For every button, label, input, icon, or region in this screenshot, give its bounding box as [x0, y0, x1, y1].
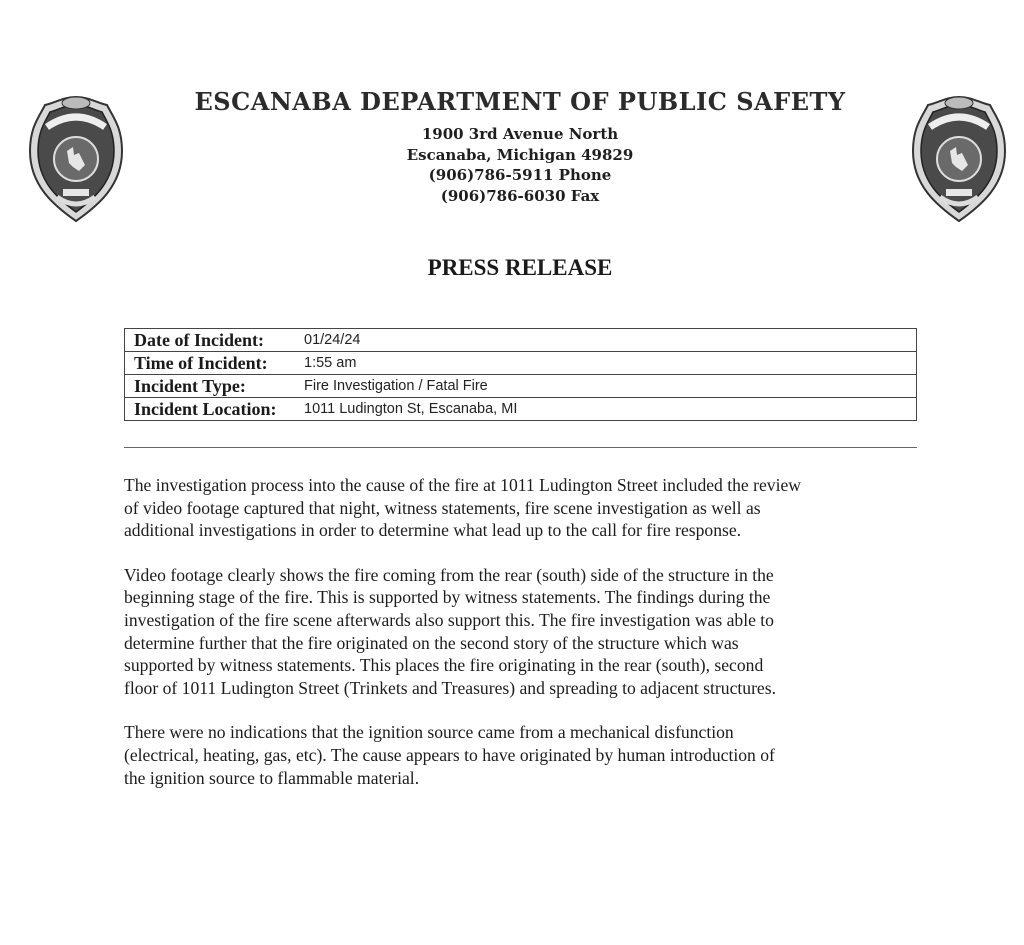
phone-number: (906)786-5911 Phone: [428, 166, 612, 184]
letterhead: [150, 86, 890, 206]
text-line: determine further that the fire originated on the second story of the structure which was: [124, 632, 739, 653]
text-line: beginning stage of the fire. This is supported by witness statements. The findings during the: [124, 587, 771, 608]
paragraph-ignition-source: [124, 721, 904, 789]
police-badge-icon: [27, 93, 125, 225]
incident-date-label: Date of Incident:: [125, 329, 295, 352]
text-line: supported by witness statements. This places the fire originating in the rear (south), second: [124, 655, 764, 676]
text-line: (electrical, heating, gas, etc). The cause appears to have originated by human introduction of: [124, 744, 775, 765]
incident-location-label: Incident Location:: [125, 398, 295, 421]
paragraph-investigation-process: [124, 474, 904, 542]
table-row: [125, 352, 917, 375]
divider: [124, 447, 917, 448]
text-line: Video footage clearly shows the fire coming from the rear (south) side of the structure in the: [124, 564, 774, 585]
text-line: the ignition source to flammable material.: [124, 767, 420, 788]
text-line: additional investigations in order to determine what lead up to the call for fire response.: [124, 520, 742, 541]
incident-type-value: Fire Investigation / Fatal Fire: [294, 375, 917, 398]
city-state-zip: Escanaba, Michigan 49829: [406, 145, 634, 164]
paragraph-video-footage: [124, 564, 904, 700]
department-badge-right: [910, 93, 1008, 225]
fax-number: (906)786-6030 Fax: [440, 186, 600, 205]
incident-details-table: [124, 328, 917, 421]
incident-location-value: 1011 Ludington St, Escanaba, MI: [294, 398, 917, 421]
press-release-body: [124, 474, 904, 811]
text-line: of video footage captured that night, witness statements, fire scene investigation as well as: [124, 497, 761, 518]
table-row: [125, 398, 917, 421]
table-row: [125, 329, 917, 352]
table-row: [125, 375, 917, 398]
incident-date-value: 01/24/24: [294, 329, 917, 352]
street-address: 1900 3rd Avenue North: [421, 125, 619, 143]
incident-time-label: Time of Incident:: [125, 352, 295, 375]
incident-type-label: Incident Type:: [125, 375, 295, 398]
incident-time-value: 1:55 am: [294, 352, 917, 375]
text-line: There were no indications that the ignition source came from a mechanical disfunction: [124, 722, 734, 743]
department-badge-left: [27, 93, 125, 225]
text-line: investigation of the fire scene afterwards also support this. The fire investigation was able to: [124, 609, 774, 630]
document-title: PRESS RELEASE: [427, 255, 613, 280]
text-line: The investigation process into the cause of the fire at 1011 Ludington Street included the review: [124, 475, 801, 495]
text-line: floor of 1011 Ludington Street (Trinkets and Treasures) and spreading to adjacent structures.: [124, 677, 776, 698]
agency-name: ESCANABA DEPARTMENT OF PUBLIC SAFETY: [194, 87, 846, 116]
police-badge-icon: [910, 93, 1008, 225]
